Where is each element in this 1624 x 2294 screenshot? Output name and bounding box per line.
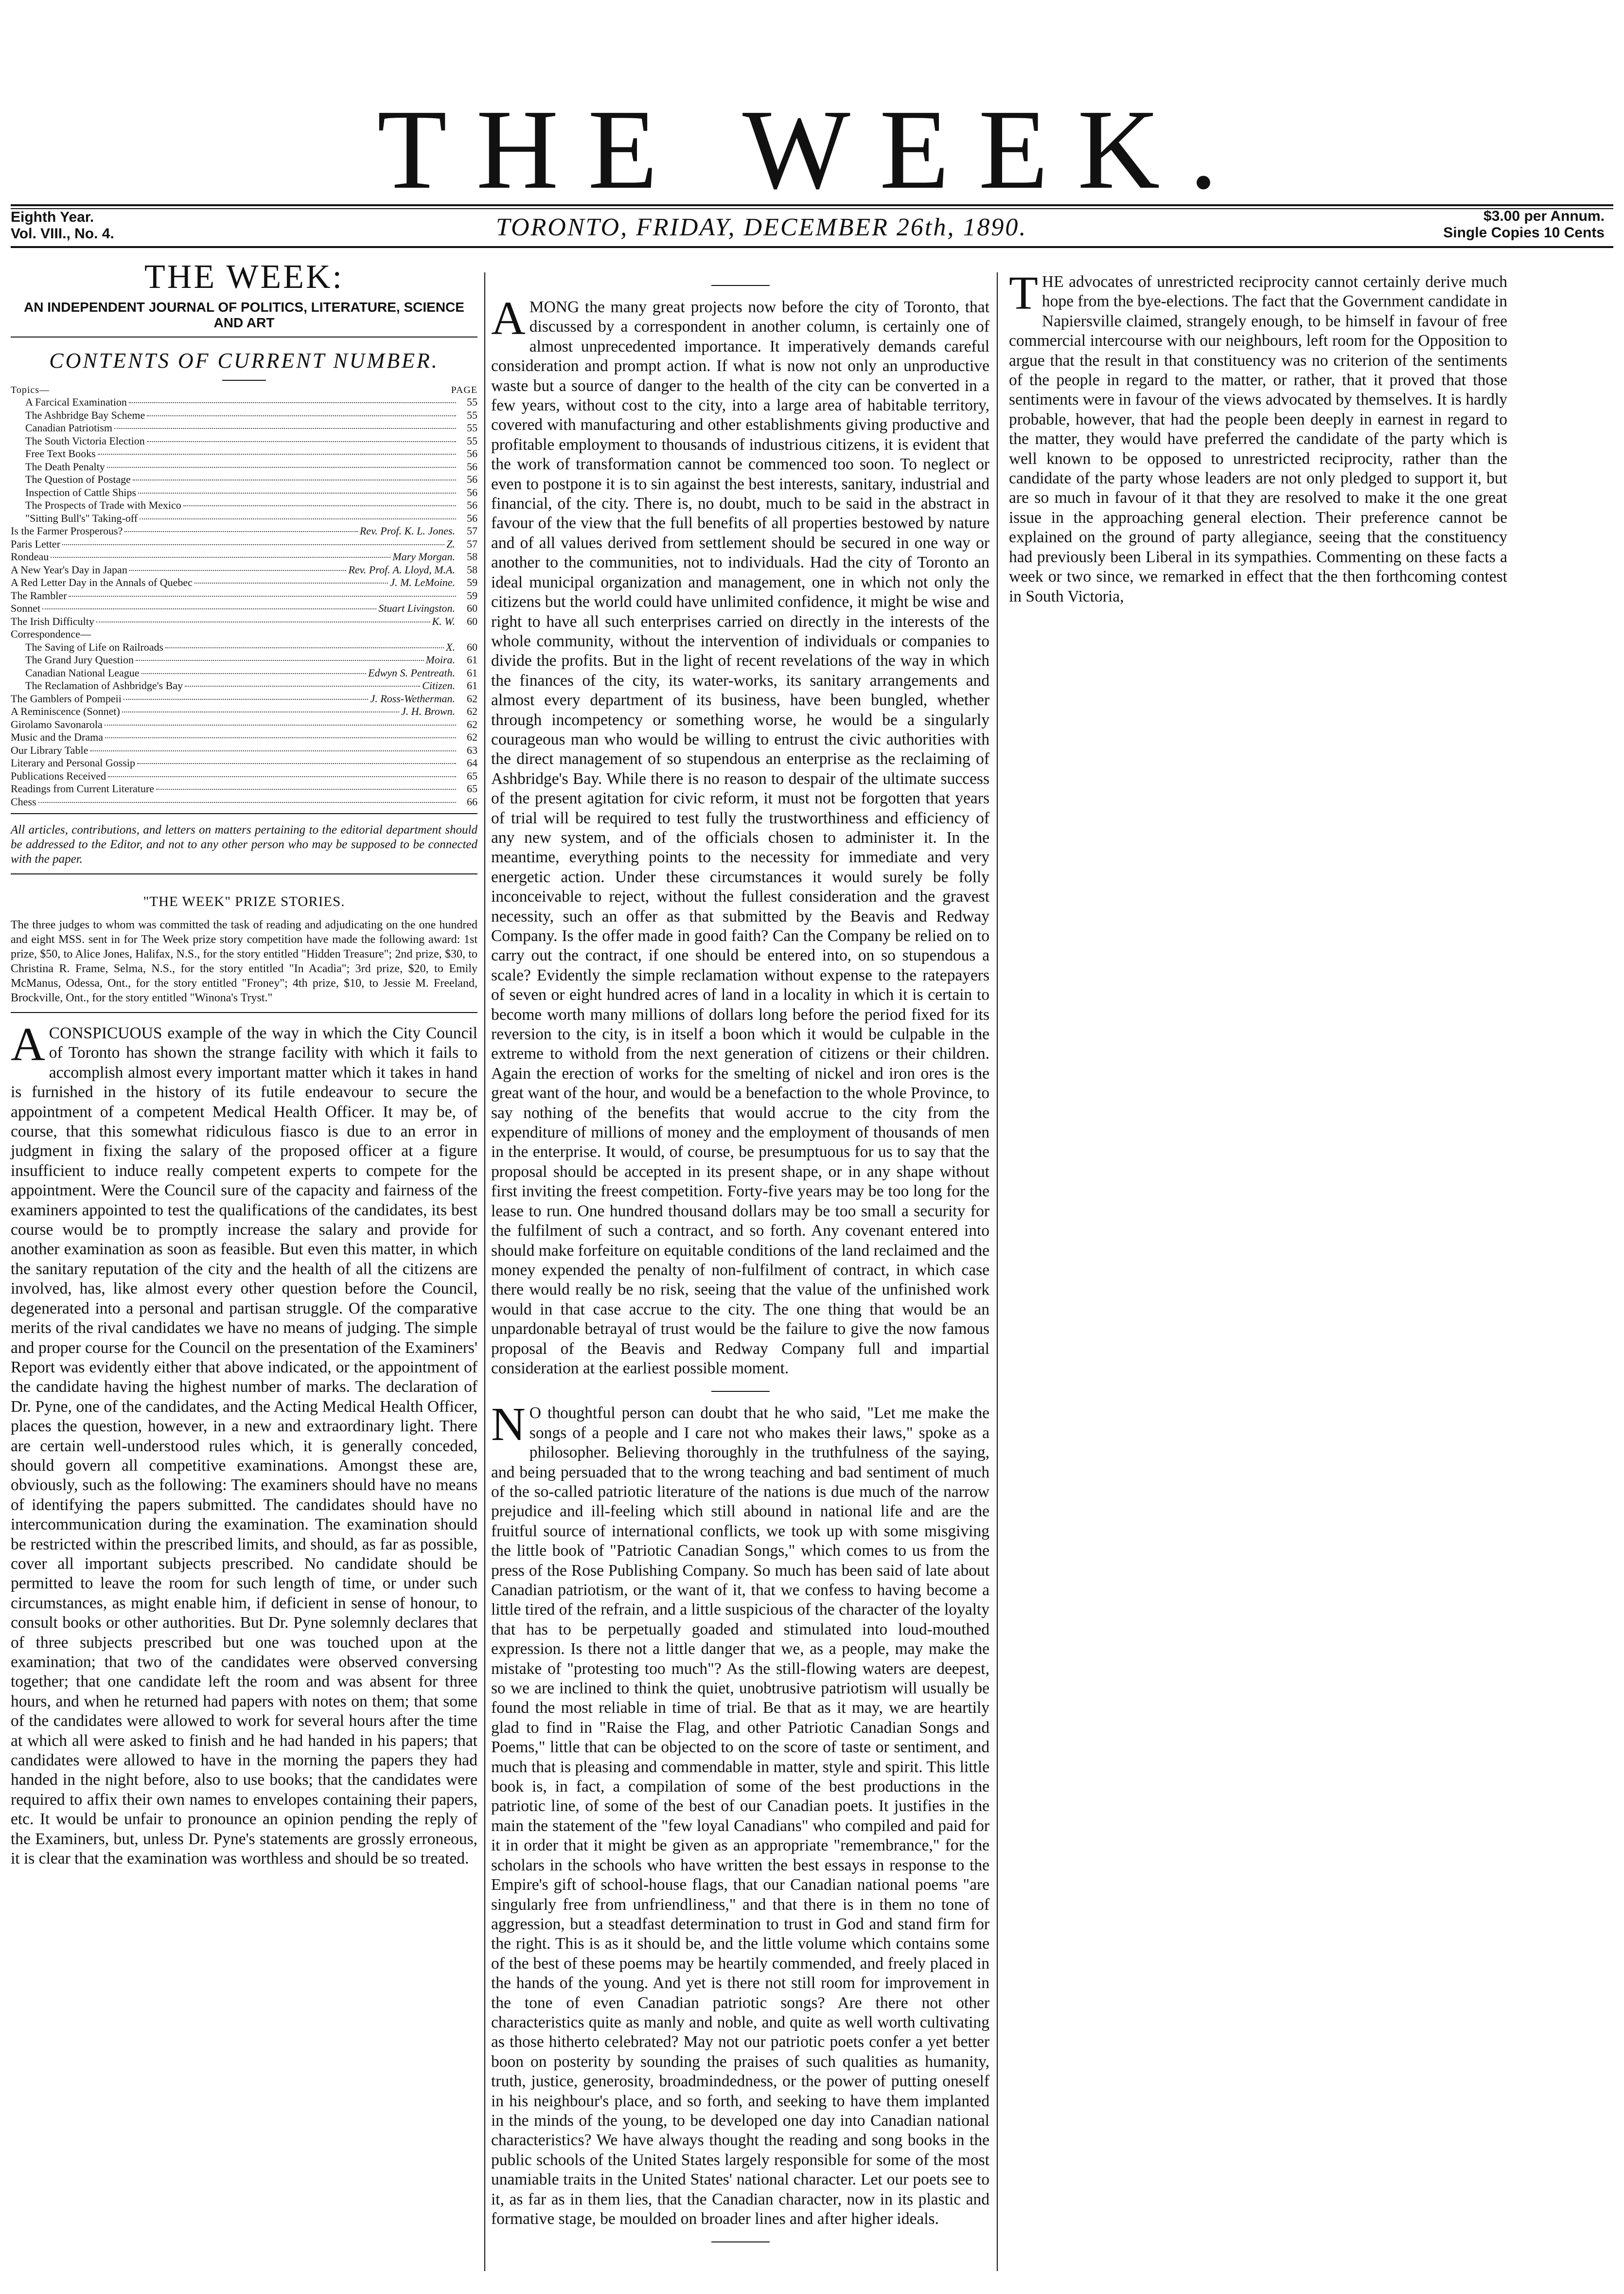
contents-item-title: Correspondence— <box>11 628 91 640</box>
contents-item-page: 60 <box>467 615 477 627</box>
contents-item-page: 61 <box>467 654 477 666</box>
contents-item <box>11 615 477 628</box>
column-1 <box>11 253 477 1868</box>
contents-item-author: Rev. Prof. A. Lloyd, M.A. <box>348 563 455 576</box>
prize-rule <box>11 1012 477 1013</box>
contents-item-author: Citizen. <box>422 679 455 692</box>
contents-item-title: Inspection of Cattle Ships <box>25 486 136 498</box>
single-copy-price: Single Copies 10 Cents <box>1443 225 1605 241</box>
topics-label: Topics— <box>11 385 50 395</box>
contents-leader-dots <box>194 583 388 584</box>
contents-leader-dots <box>129 402 456 403</box>
contents-leader-dots <box>129 570 347 571</box>
contents-item <box>11 744 477 757</box>
contents-item-title: "Sitting Bull's" Taking-off <box>25 512 138 524</box>
contents-item-page: 58 <box>467 551 477 563</box>
contents-item <box>11 447 477 461</box>
contents-item-author: Stuart Livingston. <box>378 602 455 614</box>
contents-leader-dots <box>141 673 367 674</box>
contents-item <box>11 396 477 409</box>
contents-item <box>11 499 477 512</box>
contents-item-page: 62 <box>467 731 477 743</box>
contents-item-title: Paris Letter <box>11 537 61 550</box>
contents-item-page: 66 <box>467 795 477 808</box>
dateline: TORONTO, FRIDAY, DECEMBER 26th, 1890. <box>496 213 1027 241</box>
contents-item-page: 65 <box>467 782 477 795</box>
contents-item-page: 58 <box>467 563 477 576</box>
contents-item-page: 61 <box>467 666 477 679</box>
masthead-title: THE WEEK. <box>377 86 1247 213</box>
contents-item-page: 60 <box>467 602 477 614</box>
prize-stories-text: The three judges to whom was committed the task of reading and adjudicating on the one hundred and eight MSS. sent in for The Week prize story competition have made the following award: 1st prize, $50, to Alice Jones, Halifax, N.S., for the story entitled "Hidden Treasure"; 2nd prize, $30, to Christina R. Frame, Selma, N.S., for the story entitled "In Acadia"; 3rd prize, $20, to Emily McManus, Odessa, Ont., for the story entitled "Froney"; 4th prize, $10, to Jessie M. Freeland, Brockville, Ont., for the story entitled "Winona's Tryst." <box>11 919 477 1004</box>
contents-leader-dots <box>90 750 456 751</box>
contents-leader-dots <box>147 415 456 416</box>
contents-item-page: 56 <box>467 447 477 460</box>
contents-item <box>11 782 477 796</box>
contents-item-title: Free Text Books <box>25 447 96 460</box>
price-info <box>1443 208 1605 241</box>
contents-item <box>11 628 477 641</box>
contents-item-page: 57 <box>467 537 477 550</box>
sidebar-title: THE WEEK: <box>144 258 344 296</box>
contents-list <box>11 396 477 808</box>
contents-item-page: 62 <box>467 692 477 705</box>
section-rule <box>711 285 770 286</box>
contents-item-title: Readings from Current Literature <box>11 782 155 795</box>
contents-leader-dots <box>114 428 456 429</box>
contents-end-rule <box>11 813 477 814</box>
sidebar-subtitle: AN INDEPENDENT JOURNAL OF POLITICS, LITERATURE, SCIENCE AND ART <box>24 300 464 330</box>
notice-rule <box>11 873 477 874</box>
contents-leader-dots <box>140 518 456 519</box>
contents-leader-dots <box>124 699 369 700</box>
dropcap-examination: A <box>11 1018 45 1071</box>
contents-leader-dots <box>51 557 390 558</box>
contents-leader-dots <box>108 776 456 777</box>
contents-header <box>11 385 477 396</box>
contents-item-page: 55 <box>467 422 477 434</box>
contents-item-page: 56 <box>467 460 477 473</box>
contents-item-title: A Red Letter Day in the Annals of Quebec <box>11 576 193 588</box>
contents-item <box>11 435 477 448</box>
contents-item <box>11 757 477 770</box>
contents-item-page: 63 <box>467 744 477 756</box>
article-examination-text: CONSPICUOUS example of the way in which the City Council of Toronto has shown the strange facility with which it fails to accomplish almost every important matter which it takes in hand is furnished in the history of its futile endeavour to secure the appointment of a competent Medical Health Officer. It may be, of course, that this somewhat ridiculous fiasco is due to an error in judgment in fixing the salary of the proposed officer at a figure insufficient to induce really competent experts to compete for the appointment. Were the Council sure of the capacity and fairness of the examiners appointed to test the qualifications of the candidates, its best course would be to promptly increase the salary and provide for another examination as soon as feasible. But even this matter, in which the sanitary reputation of the city and the health of all the citizens are involved, has, like almost every other question before the Council, degenerated into a personal and partisan struggle. Of the comparative merits of the rival candidates we have no means of judging. The simple and proper course for the Council on the presentation of the Examiners' Report was evidently either that above indicated, or the appointment of the candidate having the highest number of marks. The declaration of Dr. Pyne, one of the candidates, and the Acting Medical Health Officer, places the question, however, in a new and extraordinary light. There are certain well-understood rules which, it is generally conceded, should govern all competitive examinations. Amongst these are, obviously, such as the following: The examiners should have no means of identifying the papers submitted. The candidates should have no intercommunication during the examination. The examination should be restricted within the prescribed limits, and should, as far as possible, cover all important subjects prescribed. No candidate should be permitted to leave the room for such length of time, or under such circumstances, as might enable him, if deficient in sense of honour, to consult books or other authorities. But Dr. Pyne solemnly declares that of three subjects prescribed but one was touched upon at the examination; that two of the candidates were observed conversing together; that one candidate left the room and was absent for three hours, and when he returned had papers with notes on them; that some of the candidates were allowed to work for several hours after the time at which all were asked to finish and he had handed in his papers; that candidates were allowed to have in the morning the papers they had handed in the night before, also to use books; that the candidates were required to affix their own names to envelopes containing their papers, etc. It would be unfair to pronounce an opinion pending the reply of the Examiners, but, unless Dr. Pyne's statements are grossly erroneous, it is clear that the examination was worthless and should be so treated. <box>11 1024 477 1868</box>
contents-item-title: The Gamblers of Pompeii <box>11 692 122 705</box>
editorial-notice: All articles, contributions, and letters on matters pertaining to the editorial department should be addressed to the Editor, and not to any other person who may be supposed to be connected with the paper. <box>11 823 477 866</box>
contents-item-author: J. M. LeMoine. <box>390 576 455 588</box>
contents-item <box>11 602 477 615</box>
contents-item-title: The Saving of Life on Railroads <box>25 640 164 653</box>
section-rule <box>711 2241 770 2242</box>
contents-leader-dots <box>136 660 424 661</box>
section-rule <box>711 1391 770 1392</box>
contents-item-page: 59 <box>467 576 477 588</box>
article-reciprocity-text: HE advocates of unrestricted reciprocity cannot certainly derive much hope from the bye-elections. The fact that the Government candidate in Napiersville claimed, strangely enough, to be himself in favour of free commercial intercourse with our neighbours, left room for the Opposition to argue that the result in that constituency was no criterion of the sentiments of the people in regard to the matter, or rather, that it proved that those sentiments were in favour of the views advocated by themselves. It is hardly probable, however, that had the people been deeply in earnest in regard to the matter, they would have preferred the candidate of the party which is well known to be opposed to unrestricted reciprocity, rather than the candidate of the party whose leaders are not only pledged to support it, but are so much in favour of it that they are resolved to make it the one great issue in the approaching general election. Their preference cannot be explained on the ground of party allegiance, seeing that the constituency had previously been Liberal in its sympathies. Commenting on these facts a week or two since, we remarked in effect that the then forthcoming contest in South Victoria, <box>1009 273 1507 605</box>
contents-item-author: J. H. Brown. <box>401 705 455 717</box>
contents-item-title: A New Year's Day in Japan <box>11 563 127 576</box>
contents-item-title: Chess <box>11 795 36 808</box>
contents-item <box>11 718 477 731</box>
contents-item-author: K. W. <box>432 615 455 627</box>
masthead-rule-bottom <box>11 246 1613 248</box>
contents-item-author: Rev. Prof. K. L. Jones. <box>359 525 455 537</box>
contents-item <box>11 538 477 551</box>
contents-item-title: The Rambler <box>11 589 67 602</box>
contents-leader-dots <box>183 505 456 506</box>
year-label: Eighth Year. <box>11 209 94 225</box>
page-label: PAGE <box>451 385 477 395</box>
contents-item <box>11 512 477 525</box>
contents-item <box>11 654 477 667</box>
article-ashbridge <box>491 285 989 1378</box>
contents-item <box>11 551 477 564</box>
contents-item-title: The Prospects of Trade with Mexico <box>25 499 181 511</box>
contents-item <box>11 486 477 499</box>
prize-stories-heading: "THE WEEK" PRIZE STORIES. <box>143 894 345 909</box>
contents-leader-dots <box>138 493 456 494</box>
dropcap-reciprocity: T <box>1009 267 1038 320</box>
contents-leader-dots <box>165 647 444 648</box>
subtitle-rule <box>11 337 477 338</box>
contents-item-page: 56 <box>467 473 477 485</box>
contents-item-author: Mary Morgan. <box>392 551 455 563</box>
contents-leader-dots <box>107 467 456 468</box>
contents-item-title: Music and the Drama <box>11 731 103 743</box>
contents-item <box>11 564 477 577</box>
columns-2-3 <box>491 267 1507 2291</box>
contents-item <box>11 576 477 589</box>
contents-item-title: Our Library Table <box>11 744 88 756</box>
contents-item-title: The South Victoria Election <box>25 434 145 447</box>
contents-leader-dots <box>156 789 456 790</box>
masthead-rule-top-thin <box>11 208 1613 209</box>
contents-leader-dots <box>98 454 456 455</box>
article-reciprocity <box>1009 267 1507 606</box>
contents-item-page: 62 <box>467 718 477 730</box>
contents-item <box>11 731 477 744</box>
contents-item <box>11 525 477 538</box>
contents-rule <box>222 380 266 381</box>
contents-item-page: 55 <box>467 396 477 408</box>
contents-item-title: Canadian Patriotism <box>25 422 113 434</box>
contents-item-page: 60 <box>467 640 477 653</box>
article-patriotism-text: O thoughtful person can doubt that he who said, "Let me make the songs of a people and I care not who makes their laws," spoke as a philosopher. Believing thoroughly in the truthfulness of the saying, and being persuaded that to the wrong teaching and bad sentiment of much of the so-called patriotic literature of the nations is due much of the narrow prejudice and ill-feeling which still abound in national life and are the fruitful source of international conflicts, we took up with some misgiving the little book of "Patriotic Canadian Songs," which comes to us from the press of the Rose Publishing Company. So much has been said of late about Canadian patriotism, or the want of it, that we confess to having become a little tired of the refrain, and a little suspicious of the character of the loyalty that has to be perpetually goaded and stimulated into loud-mouthed expression. Is there not a little danger that we, as a people, may make the mistake of "protesting too much"? As the still-flowing waters are deepest, so we are inclined to think the quiet, unobtrusive patriotism will usually be found the most reliable in time of trial. Be that as it may, we are heartily glad to find in "Raise the Flag, and other Patriotic Canadian Songs and Poems," little that can be objected to on the score of taste or sentiment, and much that is pleasing and commendable in matter, style and spirit. This little book is, in fact, a compilation of some of the best productions in the patriotic line, of some of the best of our Canadian poets. It justifies in the main the statement of the "few loyal Canadians" who compiled and paid for it in order that it might be given as an appropriate "remembrance," for the scholars in the schools who have written the best essays in response to the Empire's gift of school-house flags, that our Canadian national poems "are singularly free from unfriendliness," and that there is in them no tone of aggression, but a steadfast determination to trust in God and stand firm for the right. This is as it should be, and the little volume which contains some of the best of these poems may be heartily commended, and freely placed in the hands of the young. And yet is there not still room for improvement in the tone of even Canadian patriotic songs? Are there not other characteristics quite as manly and noble, and quite as well worth cultivating as those hitherto celebrated? May not our patriotic poets confer a yet better boon on posterity by sounding the praises of such qualities as humanity, truth, justice, generosity, broadmindedness, or the power of putting oneself in his neighbour's place, and so forth, and seeking to have them implanted in the minds of the young, to be developed one day into Canadian national characteristics? We have always thought the reading and song books in the public schools of the United States largely responsible for some of the most unamiable traits in the United States' national character. Let our poets see to it, as far as in them lies, that the Canadian character, now in its plastic and formative stage, be moulded on broader lines and after higher ideals. <box>491 1404 989 2228</box>
contents-item <box>11 796 477 809</box>
contents-leader-dots <box>137 763 456 764</box>
column-rule-1 <box>484 272 485 2271</box>
contents-item-title: The Ashbridge Bay Scheme <box>25 409 145 421</box>
contents-item-author: X. <box>446 640 455 653</box>
contents-item-title: A Reminiscence (Sonnet) <box>11 705 120 717</box>
contents-item-page: 56 <box>467 499 477 511</box>
article-examination <box>11 1018 477 1868</box>
contents-item-title: Sonnet <box>11 602 41 614</box>
contents-title: CONTENTS OF CURRENT NUMBER. <box>49 349 439 373</box>
contents-item-page: 57 <box>467 525 477 537</box>
contents-item-title: The Death Penalty <box>25 460 105 473</box>
volume-info <box>11 209 114 242</box>
contents-item <box>11 641 477 654</box>
contents-item-title: The Irish Difficulty <box>11 615 94 627</box>
contents-leader-dots <box>62 544 444 545</box>
contents-item-page: 64 <box>467 757 477 769</box>
contents-leader-dots <box>38 802 456 803</box>
contents-item-page: 61 <box>467 679 477 692</box>
contents-item <box>11 770 477 783</box>
contents-item <box>11 461 477 474</box>
contents-item <box>11 705 477 718</box>
contents-leader-dots <box>147 441 456 442</box>
contents-leader-dots <box>122 711 399 712</box>
contents-item-title: Rondeau <box>11 551 49 563</box>
contents-item-title: A Farcical Examination <box>25 396 127 408</box>
annual-price: $3.00 per Annum. <box>1483 208 1605 224</box>
contents-item <box>11 422 477 435</box>
contents-item-author: J. Ross-Wetherman. <box>370 692 455 705</box>
contents-item-title: Literary and Personal Gossip <box>11 757 135 769</box>
contents-item-title: The Grand Jury Question <box>25 654 134 666</box>
masthead-rule-top <box>11 204 1613 206</box>
article-ashbridge-text: MONG the many great projects now before the city of Toronto, that discussed by a correspondent in another column, is certainly one of almost unprecedented importance. It imperatively demands careful consideration and prompt action. If what is now not only an unproductive waste but a source of danger to the health of the city can be converted in a few years, without cost to the city, into a large area of habitable territory, covered with manufacturing and other establishments giving productive and profitable employment to thousands of industrious citizens, it is evident that the work of transformation cannot be commenced too soon. To neglect or even to postpone it is to sin against the best interests, sanitary, industrial and financial, of the city. There is, no doubt, much to be said in the abstract in favour of the view that the full benefits of all properties bestowed by nature and of all values derived from settlement should be secured in one way or another to the communities, not to individuals. Had the city of Toronto an ideal municipal organization and management, one in which not only the citizens but the world could have unlimited confidence, it might be wise and right to have all such enterprises carried on directly in the interests of the whole community, without the intervention of individuals or companies to divide the profits. But in the light of recent revelations of the way in which the finances of the city, its water-works, its sanitary arrangements and almost every department of its business, have been bungled, whether through incompetency or something worse, he would be a singularly courageous man who would be willing to entrust the civic authorities with the direct management of so stupendous an enterprise as the reclaiming of Ashbridge's Bay. While there is no reason to despair of the ultimate success of the present agitation for civic reform, it must not be forgotten that years of trial will be required to test fully the trustworthiness and efficiency of any new system, and of the officials chosen to administer it. In the meantime, everything points to the necessity for immediate and very energetic action. Under these circumstances it would surely be folly inconceivable to reject, without the fullest consideration and the gravest necessity, such an offer as that submitted by the Beavis and Redway Company. Is the offer made in good faith? Can the Company be relied on to carry out the contract, if one should be entered into, on so stupendous a scale? Evidently the simple reclamation without expense to the ratepayers of seven or eight hundred acres of land in a locality in which it is certain to become worth many millions of dollars long before the period fixed for its reversion to the city, is in itself a boon which it would be culpable in the extreme to withold from the next generation of citizens or their children. Again the erection of works for the smelting of nickel and iron ores is the great want of the hour, and would be a benefaction to the whole Province, to say nothing of the benefits that would accrue to the city from the expenditure of millions of money and the employment of thousands of men in the enterprise. It would, of course, be presumptuous for us to say that the proposal should be accepted in its present shape, or in any shape without first inviting the freest competition. Forty-five years may be too long for the lease to run. One hundred thousand dollars may be too small a security for the fulfilment of such a contract, and so forth. Any covenant entered into should make forfeiture on equitable conditions of the land reclaimed and the money expended the penalty of non-fulfilment of contract, in which case there would really be no risk, seeing that the value of the unfinished work would in that case accrue to the city. The one thing that would be an unpardonable betrayal of trust would be the failure to give the now famous proposal of the Beavis and Redway Company full and impartial consideration at the earliest possible moment. <box>491 298 989 1377</box>
contents-item-title: Is the Farmer Prosperous? <box>11 525 123 537</box>
dropcap-ashbridge: A <box>491 292 526 345</box>
contents-item-author: Edwyn S. Pentreath. <box>368 666 455 679</box>
contents-item-title: The Question of Postage <box>25 473 131 485</box>
contents-item <box>11 409 477 422</box>
contents-item <box>11 693 477 706</box>
contents-item-page: 55 <box>467 434 477 447</box>
contents-item-page: 56 <box>467 512 477 524</box>
contents-item-page: 55 <box>467 409 477 421</box>
contents-item <box>11 667 477 680</box>
contents-leader-dots <box>105 737 456 738</box>
dropcap-patriotism: N <box>491 1398 526 1451</box>
volume-label: Vol. VIII., No. 4. <box>11 226 114 242</box>
contents-item <box>11 679 477 693</box>
contents-item <box>11 473 477 486</box>
contents-item-page: 59 <box>467 589 477 602</box>
contents-leader-dots <box>69 596 456 597</box>
contents-item-title: Publications Received <box>11 769 106 782</box>
contents-item-title: Canadian National League <box>25 666 140 679</box>
article-patriotism <box>491 1398 989 2229</box>
contents-leader-dots <box>105 725 456 726</box>
contents-item-author: Z. <box>446 537 455 550</box>
contents-item-title: The Reclamation of Ashbridge's Bay <box>25 679 183 692</box>
contents-item-page: 65 <box>467 769 477 782</box>
contents-item <box>11 589 477 603</box>
contents-leader-dots <box>42 608 376 609</box>
contents-item-author: Moira. <box>425 654 455 666</box>
contents-leader-dots <box>124 531 358 532</box>
contents-leader-dots <box>185 686 420 687</box>
contents-item-title: Girolamo Savonarola <box>11 718 103 730</box>
contents-item-page: 62 <box>467 705 477 717</box>
contents-item-page: 56 <box>467 486 477 498</box>
